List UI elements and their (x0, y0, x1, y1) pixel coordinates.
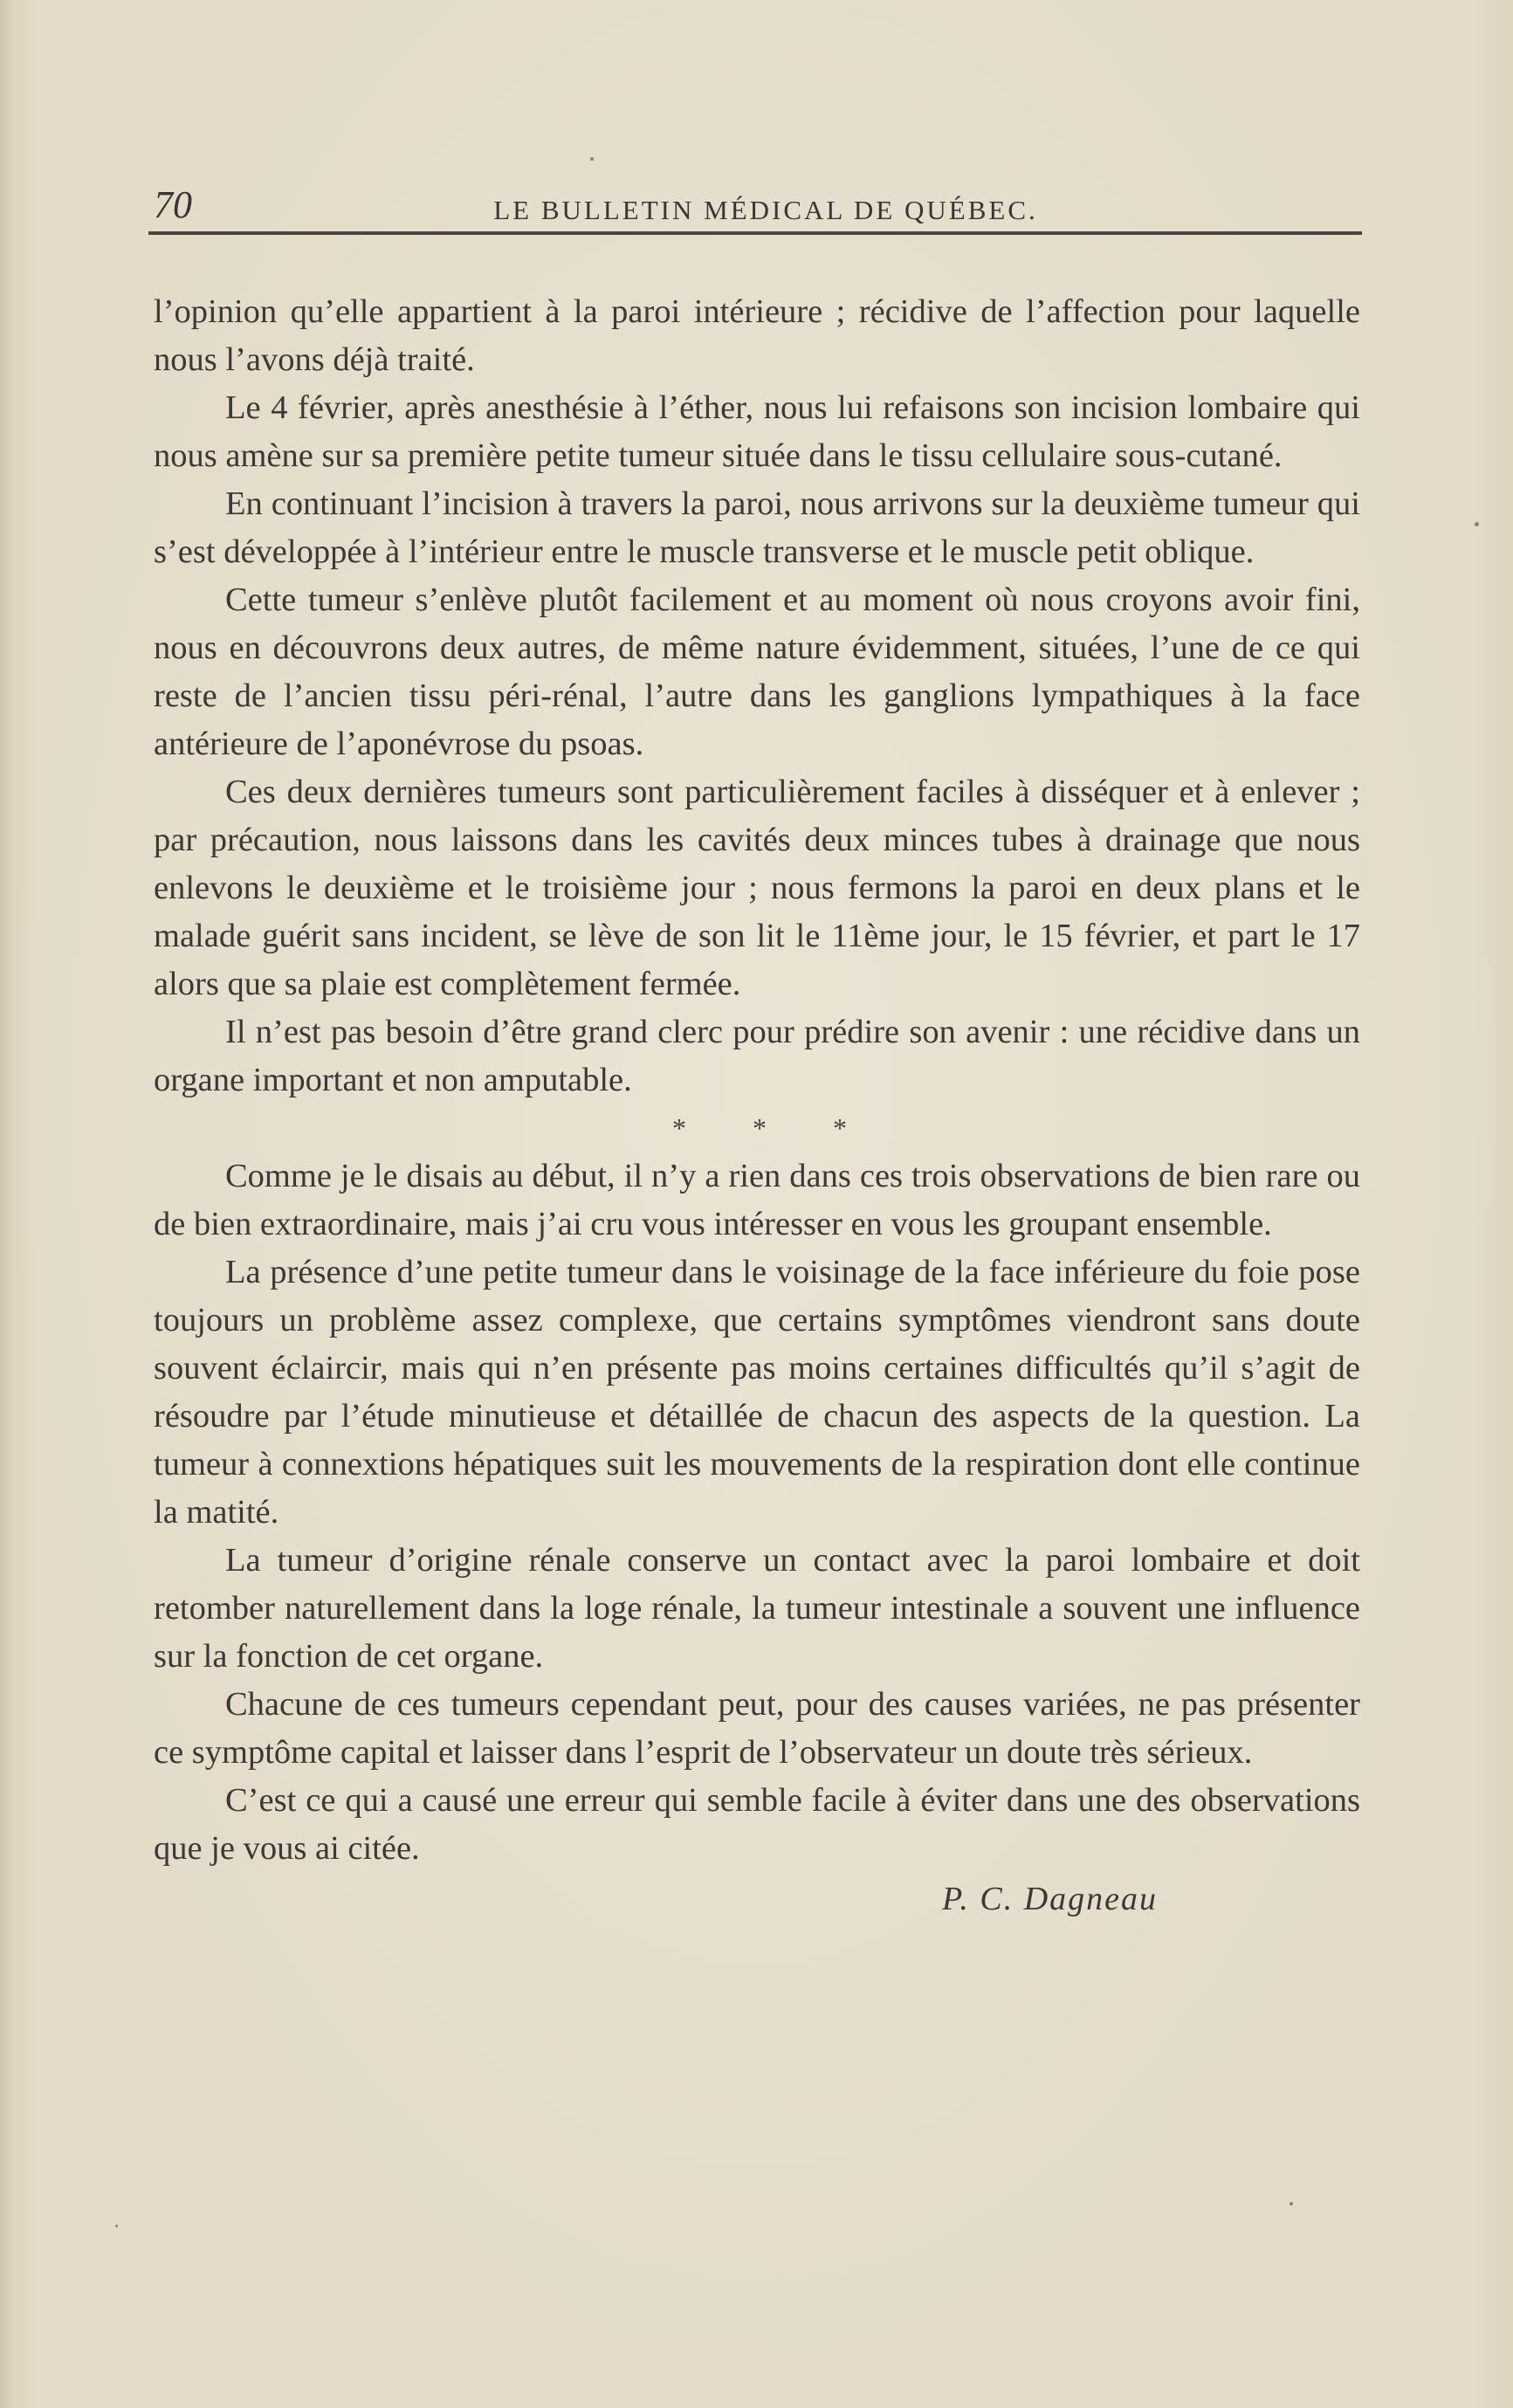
paragraph: Chacune de ces tumeurs cependant peut, pour des causes variées, ne pas présenter ce symptôme capital et laisser dans l’esprit de l’observateur un doute très sérieux. (154, 1686, 1360, 1771)
paragraph: La tumeur d’origine rénale conserve un contact avec la paroi lombaire et doit retomber naturellement dans la loge rénale, la tumeur intestinale a souvent une influence sur la fonction de cet organe. (154, 1542, 1360, 1675)
header-rule (148, 231, 1362, 235)
running-head: LE BULLETIN MÉDICAL DE QUÉBEC. (493, 195, 1038, 225)
paragraph: Il n’est pas besoin d’être grand clerc pour prédire son avenir : une récidive dans un organe important et non amputable. (154, 1014, 1360, 1098)
paragraph: Ces deux dernières tumeurs sont particulièrement faciles à disséquer et à enlever ; par précaution, nous laissons dans les cavités deux minces tubes à drainage que nous enlevons le deuxième et le troisième jour ; nous fermons la paroi en deux plans et le malade guérit sans incident, se lève de son lit le 11ème jour, le 15 février, et part le 17 alors que sa plaie est complètement fermée. (154, 774, 1360, 1002)
paper-speck (590, 157, 594, 161)
article-body (154, 288, 1360, 1925)
paragraph: La présence d’une petite tumeur dans le voisinage de la face inférieure du foie pose toujours un problème assez complexe, que certains symptômes viendront sans doute souvent éclaircir, mais qui n’en présente pas moins certaines difficultés qu’il s’agit de résoudre par l’étude minutieuse et détaillée de chacun des aspects de la question. La tumeur à connextions hépatiques suit les mouvements de la respiration dont elle continue la matité. (154, 1254, 1360, 1531)
author-signature: P. C. Dagneau (942, 1881, 1158, 1917)
paragraph: En continuant l’incision à travers la paroi, nous arrivons sur la deuxième tumeur qui s’est développée à l’intérieur entre le muscle transverse et le muscle petit oblique. (154, 485, 1360, 570)
page-header (154, 179, 1360, 231)
paper-speck (1289, 2202, 1293, 2205)
paragraph: l’opinion qu’elle appartient à la paroi intérieure ; récidive de l’affection pour laquelle nous l’avons déjà traité. (154, 293, 1360, 378)
page-number: 70 (154, 183, 192, 226)
paragraph: C’est ce qui a causé une erreur qui semble facile à éviter dans une des observations que je vous ai citée. (154, 1782, 1360, 1867)
paper-speck (1475, 522, 1479, 526)
paragraph: Le 4 février, après anesthésie à l’éther, nous lui refaisons son incision lombaire qui nous amène sur sa première petite tumeur située dans le tissu cellulaire sous-cutané. (154, 389, 1360, 474)
paragraph: Comme je le disais au début, il n’y a rien dans ces trois observations de bien rare ou de bien extraordinaire, mais j’ai cru vous intéresser en vous les groupant ensemble. (154, 1158, 1360, 1242)
section-separator: * * * (672, 1112, 877, 1144)
paragraph: Cette tumeur s’enlève plutôt facilement et au moment où nous croyons avoir fini, nous en découvrons deux autres, de même nature évidemment, situées, l’une de ce qui reste de l’ancien tissu péri-rénal, l’autre dans les ganglions lympathiques à la face antérieure de l’aponévrose du psoas. (154, 581, 1360, 762)
paper-speck (115, 2225, 118, 2227)
